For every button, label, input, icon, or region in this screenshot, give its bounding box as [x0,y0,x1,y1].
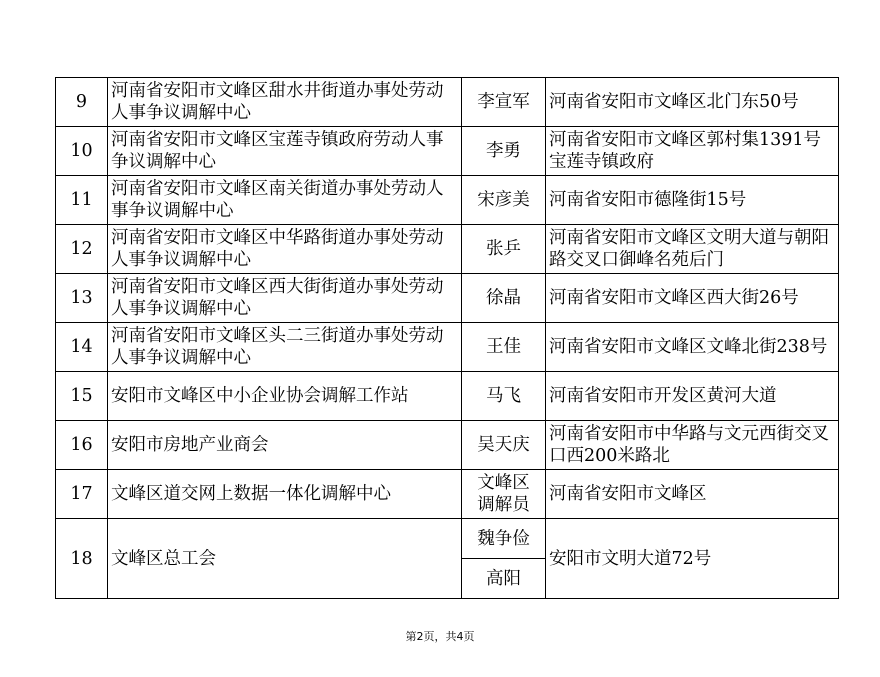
organization-name: 河南省安阳市文峰区甜水井街道办事处劳动人事争议调解中心 [108,78,462,127]
table-row [56,274,839,323]
organization-address: 河南省安阳市文峰区 [546,470,839,519]
table-row [56,323,839,372]
organization-name: 文峰区道交网上数据一体化调解中心 [108,470,462,519]
row-number: 17 [56,470,108,519]
organization-name: 安阳市文峰区中小企业协会调解工作站 [108,372,462,421]
row-number: 11 [56,176,108,225]
table-row [56,225,839,274]
organization-name: 河南省安阳市文峰区中华路街道办事处劳动人事争议调解中心 [108,225,462,274]
organization-name: 安阳市房地产业商会 [108,421,462,470]
organization-address: 河南省安阳市文峰区西大街26号 [546,274,839,323]
row-number: 12 [56,225,108,274]
contact-person: 文峰区调解员 [462,470,546,519]
organization-name: 河南省安阳市文峰区西大街街道办事处劳动人事争议调解中心 [108,274,462,323]
organization-address: 河南省安阳市文峰区北门东50号 [546,78,839,127]
table-row [56,372,839,421]
organization-name: 河南省安阳市文峰区南关街道办事处劳动人事争议调解中心 [108,176,462,225]
contact-person: 吴天庆 [462,421,546,470]
contact-person: 魏争俭 [462,519,546,559]
organization-address: 河南省安阳市文峰区郭村集1391号宝莲寺镇政府 [546,127,839,176]
contact-person: 王佳 [462,323,546,372]
row-number: 18 [56,519,108,599]
contact-person: 徐晶 [462,274,546,323]
organization-address: 河南省安阳市开发区黄河大道 [546,372,839,421]
page-footer: 第2页，共4页 [405,630,475,643]
table-row [56,421,839,470]
row-number: 10 [56,127,108,176]
mediation-directory-table [55,77,839,599]
row-number: 15 [56,372,108,421]
row-number: 9 [56,78,108,127]
organization-address: 安阳市文明大道72号 [546,519,839,599]
contact-person: 宋彦美 [462,176,546,225]
contact-person: 高阳 [462,559,546,599]
row-number: 16 [56,421,108,470]
contact-person: 马飞 [462,372,546,421]
table-row [56,127,839,176]
organization-address: 河南省安阳市德隆街15号 [546,176,839,225]
table-row [56,470,839,519]
contact-person: 李勇 [462,127,546,176]
row-number: 13 [56,274,108,323]
organization-name: 河南省安阳市文峰区头二三街道办事处劳动人事争议调解中心 [108,323,462,372]
table-row [56,78,839,127]
organization-address: 河南省安阳市中华路与文元西街交叉口西200米路北 [546,421,839,470]
organization-name: 河南省安阳市文峰区宝莲寺镇政府劳动人事争议调解中心 [108,127,462,176]
table-row [56,519,839,559]
contact-person: 李宣军 [462,78,546,127]
organization-address: 河南省安阳市文峰区文峰北街238号 [546,323,839,372]
row-number: 14 [56,323,108,372]
organization-name: 文峰区总工会 [108,519,462,599]
table-row [56,176,839,225]
organization-address: 河南省安阳市文峰区文明大道与朝阳路交叉口御峰名苑后门 [546,225,839,274]
contact-person: 张乒 [462,225,546,274]
